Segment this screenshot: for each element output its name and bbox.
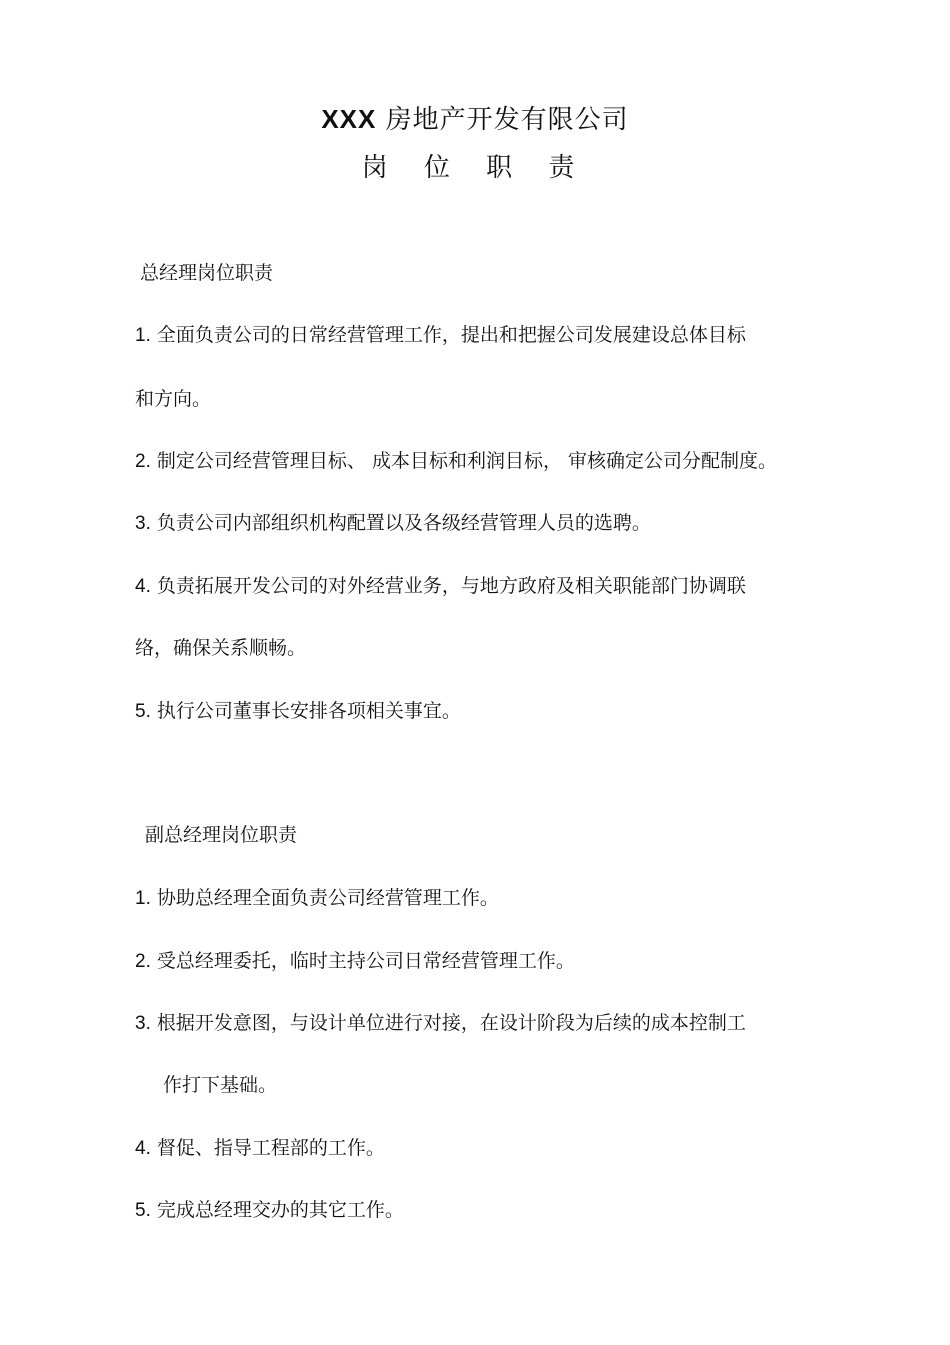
list-item: 2. 受总经理委托，临时主持公司日常经营管理工作。 [135, 950, 575, 972]
title-company-name: 房地产开发有限公司 [385, 105, 629, 135]
list-item: 1. 全面负责公司的日常经营管理工作，提出和把握公司发展建设总体目标 [135, 324, 746, 346]
list-item: 4. 督促、指导工程部的工作。 [135, 1137, 385, 1159]
list-item: 1. 协助总经理全面负责公司经营管理工作。 [135, 887, 499, 909]
list-item: 5. 完成总经理交办的其它工作。 [135, 1199, 404, 1221]
list-item: 2. 制定公司经营管理目标、 成本目标和利润目标， 审核确定公司分配制度。 [135, 450, 777, 472]
list-item: 4. 负责拓展开发公司的对外经营业务，与地方政府及相关职能部门协调联 [135, 575, 746, 597]
list-item-continuation: 作打下基础。 [163, 1074, 278, 1096]
section-heading: 副总经理岗位职责 [145, 824, 298, 846]
title-company-code: XXX [321, 104, 377, 134]
list-item-continuation: 和方向。 [135, 388, 212, 410]
list-item-continuation: 络，确保关系顺畅。 [135, 637, 307, 659]
list-item: 3. 负责公司内部组织机构配置以及各级经营管理人员的选聘。 [135, 512, 651, 534]
section-heading: 总经理岗位职责 [140, 262, 274, 284]
document-subtitle: 岗 位 职 责 [361, 153, 589, 183]
list-item: 3. 根据开发意图，与设计单位进行对接，在设计阶段为后续的成本控制工 [135, 1012, 746, 1034]
document-title [0, 103, 950, 136]
list-item: 5. 执行公司董事长安排各项相关事宜。 [135, 700, 461, 722]
